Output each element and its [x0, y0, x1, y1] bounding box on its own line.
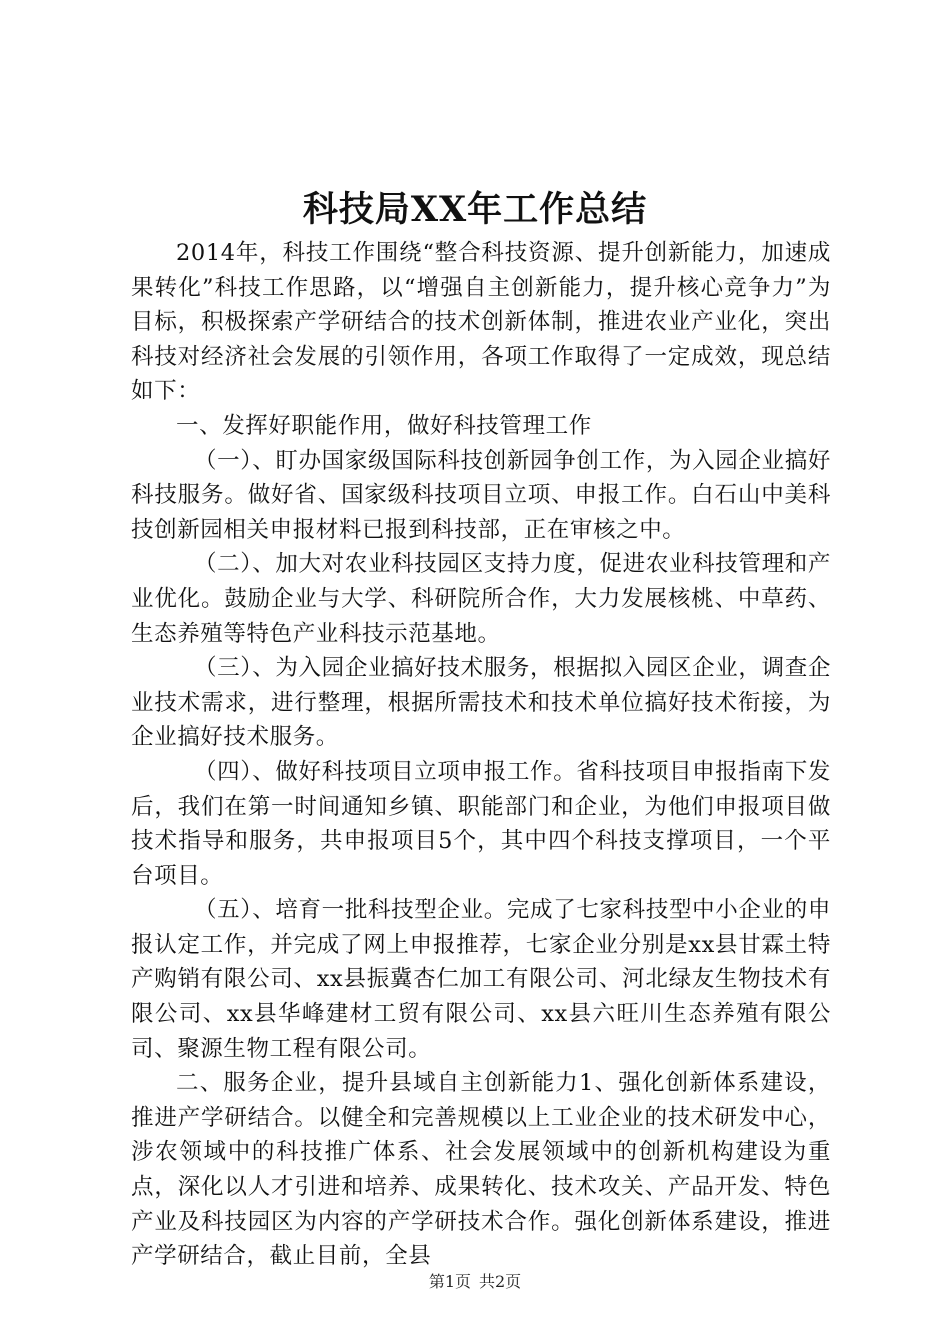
page-total: 共2页 — [479, 1272, 522, 1291]
paragraph-item-2: （二）、加大对农业科技园区支持力度，促进农业科技管理和产业优化。鼓励企业与大学、科研院所合作，大力发展核桃、中草药、生态养殖等特色产业科技示范基地。 — [131, 551, 831, 647]
page-number: 第1页 — [428, 1272, 471, 1291]
paragraph-item-1: （一）、盯办国家级国际科技创新园争创工作，为入园企业搞好科技服务。做好省、国家级科技项目立项、申报工作。白石山中美科技创新园相关申报材料已报到科技部，正在审核之中。 — [131, 447, 831, 543]
paragraph-item-4: （四）、做好科技项目立项申报工作。省科技项目申报指南下发后，我们在第一时间通知乡镇、职能部门和企业，为他们申报项目做技术指导和服务，共申报项目5个，其中四个科技支撑项目，一个平台项目。 — [131, 758, 831, 889]
paragraph-item-5: （五）、培育一批科技型企业。完成了七家科技型中小企业的申报认定工作，并完成了网上申报推荐，七家企业分别是xx县甘霖土特产购销有限公司、xx县振冀杏仁加工有限公司、河北绿友生物技术有限公司、xx县华峰建材工贸有限公司、xx县六旺川生态养殖有限公司、聚源生物工程有限公司。 — [131, 897, 831, 1062]
page-footer — [0, 1271, 950, 1293]
document-body — [131, 236, 831, 1274]
paragraph-item-3: （三）、为入园企业搞好技术服务，根据拟入园区企业，调查企业技术需求，进行整理，根据所需技术和技术单位搞好技术衔接，为企业搞好技术服务。 — [131, 655, 831, 751]
section-heading-2-paragraph: 二、服务企业，提升县域自主创新能力1、强化创新体系建设，推进产学研结合。以健全和完善规模以上工业企业的技术研发中心，涉农领域中的科技推广体系、社会发展领域中的创新机构建设为重点，深化以人才引进和培养、成果转化、技术攻关、产品开发、特色产业及科技园区为内容的产学研技术合作。强化创新体系建设，推进产学研结合，截止目前，全县 — [131, 1070, 831, 1270]
document-title: 科技局XX年工作总结 — [302, 189, 648, 230]
section-heading-1: 一、发挥好职能作用，做好科技管理工作 — [176, 412, 592, 439]
paragraph-intro: 2014年，科技工作围绕“整合科技资源、提升创新能力，加速成果转化”科技工作思路，以“增强自主创新能力，提升核心竞争力”为目标，积极探索产学研结合的技术创新体制，推进农业产业化，突出科技对经济社会发展的引领作用，各项工作取得了一定成效，现总结如下： — [131, 240, 831, 405]
